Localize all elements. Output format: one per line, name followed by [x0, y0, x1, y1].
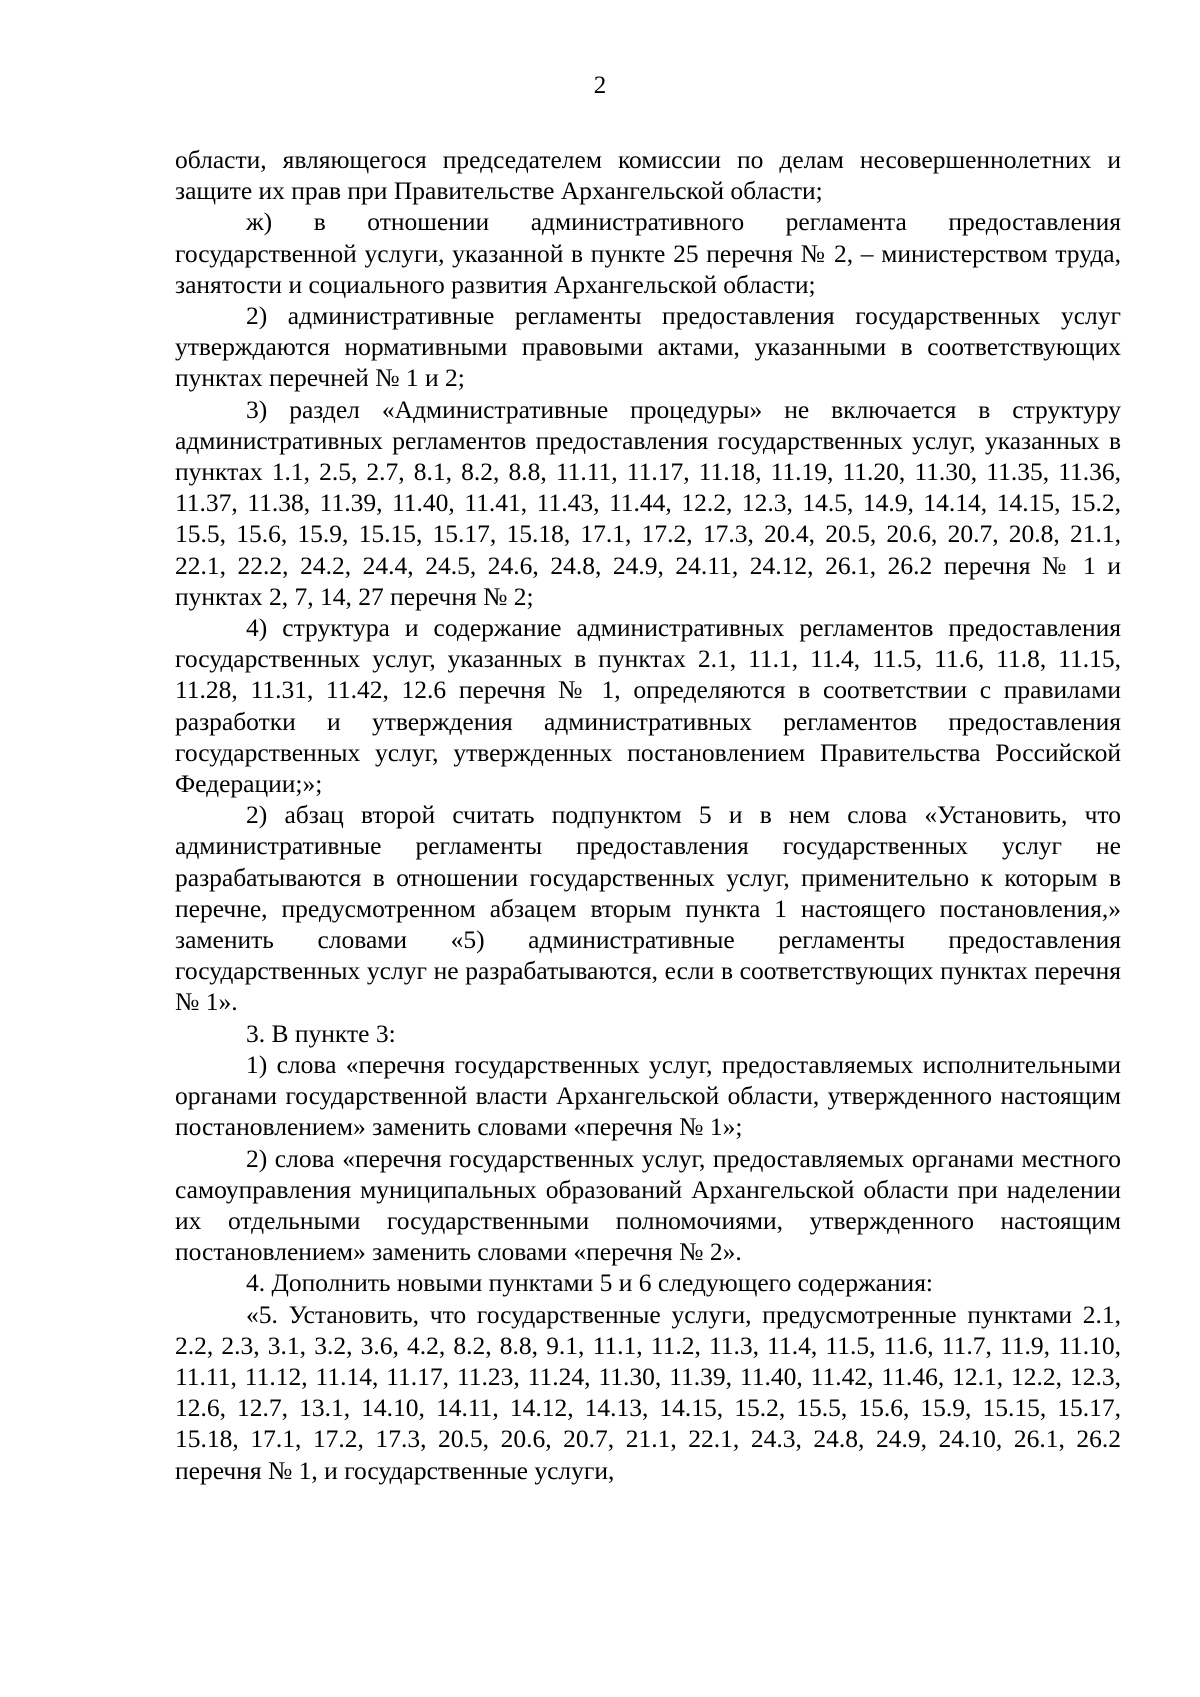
paragraph-item-2: 2) административные регламенты предоставления государственных услуг утверждаются нормативными правовыми актами, указанными в соответствующих пунктах перечней № 1 и 2;: [175, 301, 1121, 393]
paragraph-item-3: 3) раздел «Административные процедуры» не включается в структуру административных регламентов предоставления государственных услуг, указанных в пунктах 1.1, 2.5, 2.7, 8.1, 8.2, 8.8, 11.11, 11.17, 11.18, 11.19, 11.20, 11.30, 11.35, 11.36, 11.37, 11.38, 11.39, 11.40, 11.41, 11.43, 11.44, 12.2, 12.3, 14.5, 14.9, 14.14, 14.15, 15.2, 15.5, 15.6, 15.9, 15.15, 15.17, 15.18, 17.1, 17.2, 17.3, 20.4, 20.5, 20.6, 20.7, 20.8, 21.1, 22.1, 22.2, 24.2, 24.4, 24.5, 24.6, 24.8, 24.9, 24.11, 24.12, 26.1, 26.2 перечня № 1 и пунктах 2, 7, 14, 27 перечня № 2;: [175, 394, 1121, 611]
paragraph-abzac-2: 2) абзац второй считать подпунктом 5 и в нем слова «Установить, что административные регламенты предоставления государственных услуг не разрабатываются в отношении государственных услуг, применительно к которым в перечне, предусмотренном абзацем вторым пункта 1 настоящего постановления,» заменить словами «5) административные регламенты предоставления государственных услуг не разрабатываются, если в соответствующих пунктах перечня № 1».: [175, 800, 1121, 1017]
paragraph-section-4: 4. Дополнить новыми пунктами 5 и 6 следующего содержания:: [246, 1268, 934, 1298]
paragraph-section-3-item-2: 2) слова «перечня государственных услуг, предоставляемых органами местного самоуправления муниципальных образований Архангельской области при наделении их отдельными государственными полномочиями, утвержденного настоящим постановлением» заменить словами «перечня № 2».: [175, 1143, 1121, 1267]
document-body: [175, 144, 1121, 1486]
paragraph-section-3: 3. В пункте 3:: [246, 1018, 396, 1048]
paragraph-new-point-5: «5. Установить, что государственные услуги, предусмотренные пунктами 2.1, 2.2, 2.3, 3.1, 3.2, 3.6, 4.2, 8.2, 8.8, 9.1, 11.1, 11.2, 11.3, 11.4, 11.5, 11.6, 11.7, 11.9, 11.10, 11.11, 11.12, 11.14, 11.17, 11.23, 11.24, 11.30, 11.39, 11.40, 11.42, 11.46, 12.1, 12.2, 12.3, 12.6, 12.7, 13.1, 14.10, 14.11, 14.12, 14.13, 14.15, 15.2, 15.5, 15.6, 15.9, 15.15, 15.17, 15.18, 17.1, 17.2, 17.3, 20.5, 20.6, 20.7, 21.1, 22.1, 24.3, 24.8, 24.9, 24.10, 26.1, 26.2 перечня № 1, и государственные услуги,: [175, 1299, 1121, 1485]
page-number: 2: [593, 72, 607, 99]
paragraph-section-3-item-1: 1) слова «перечня государственных услуг, предоставляемых исполнительными органами государственной власти Архангельской области, утвержденного настоящим постановлением» заменить словами «перечня № 1»;: [175, 1049, 1121, 1142]
paragraph-continuation: области, являющегося председателем комиссии по делам несовершеннолетних и защите их прав при Правительстве Архангельской области;: [175, 145, 1121, 206]
paragraph-item-zh: ж) в отношении административного регламента предоставления государственной услуги, указанной в пункте 25 перечня № 2, – министерством труда, занятости и социального развития Архангельской области;: [175, 207, 1121, 299]
paragraph-item-4: 4) структура и содержание административных регламентов предоставления государственных услуг, указанных в пунктах 2.1, 11.1, 11.4, 11.5, 11.6, 11.8, 11.15, 11.28, 11.31, 11.42, 12.6 перечня № 1, определяются в соответствии с правилами разработки и утверждения административных регламентов предоставления государственных услуг, утвержденных постановлением Правительства Российской Федерации;»;: [175, 613, 1121, 799]
